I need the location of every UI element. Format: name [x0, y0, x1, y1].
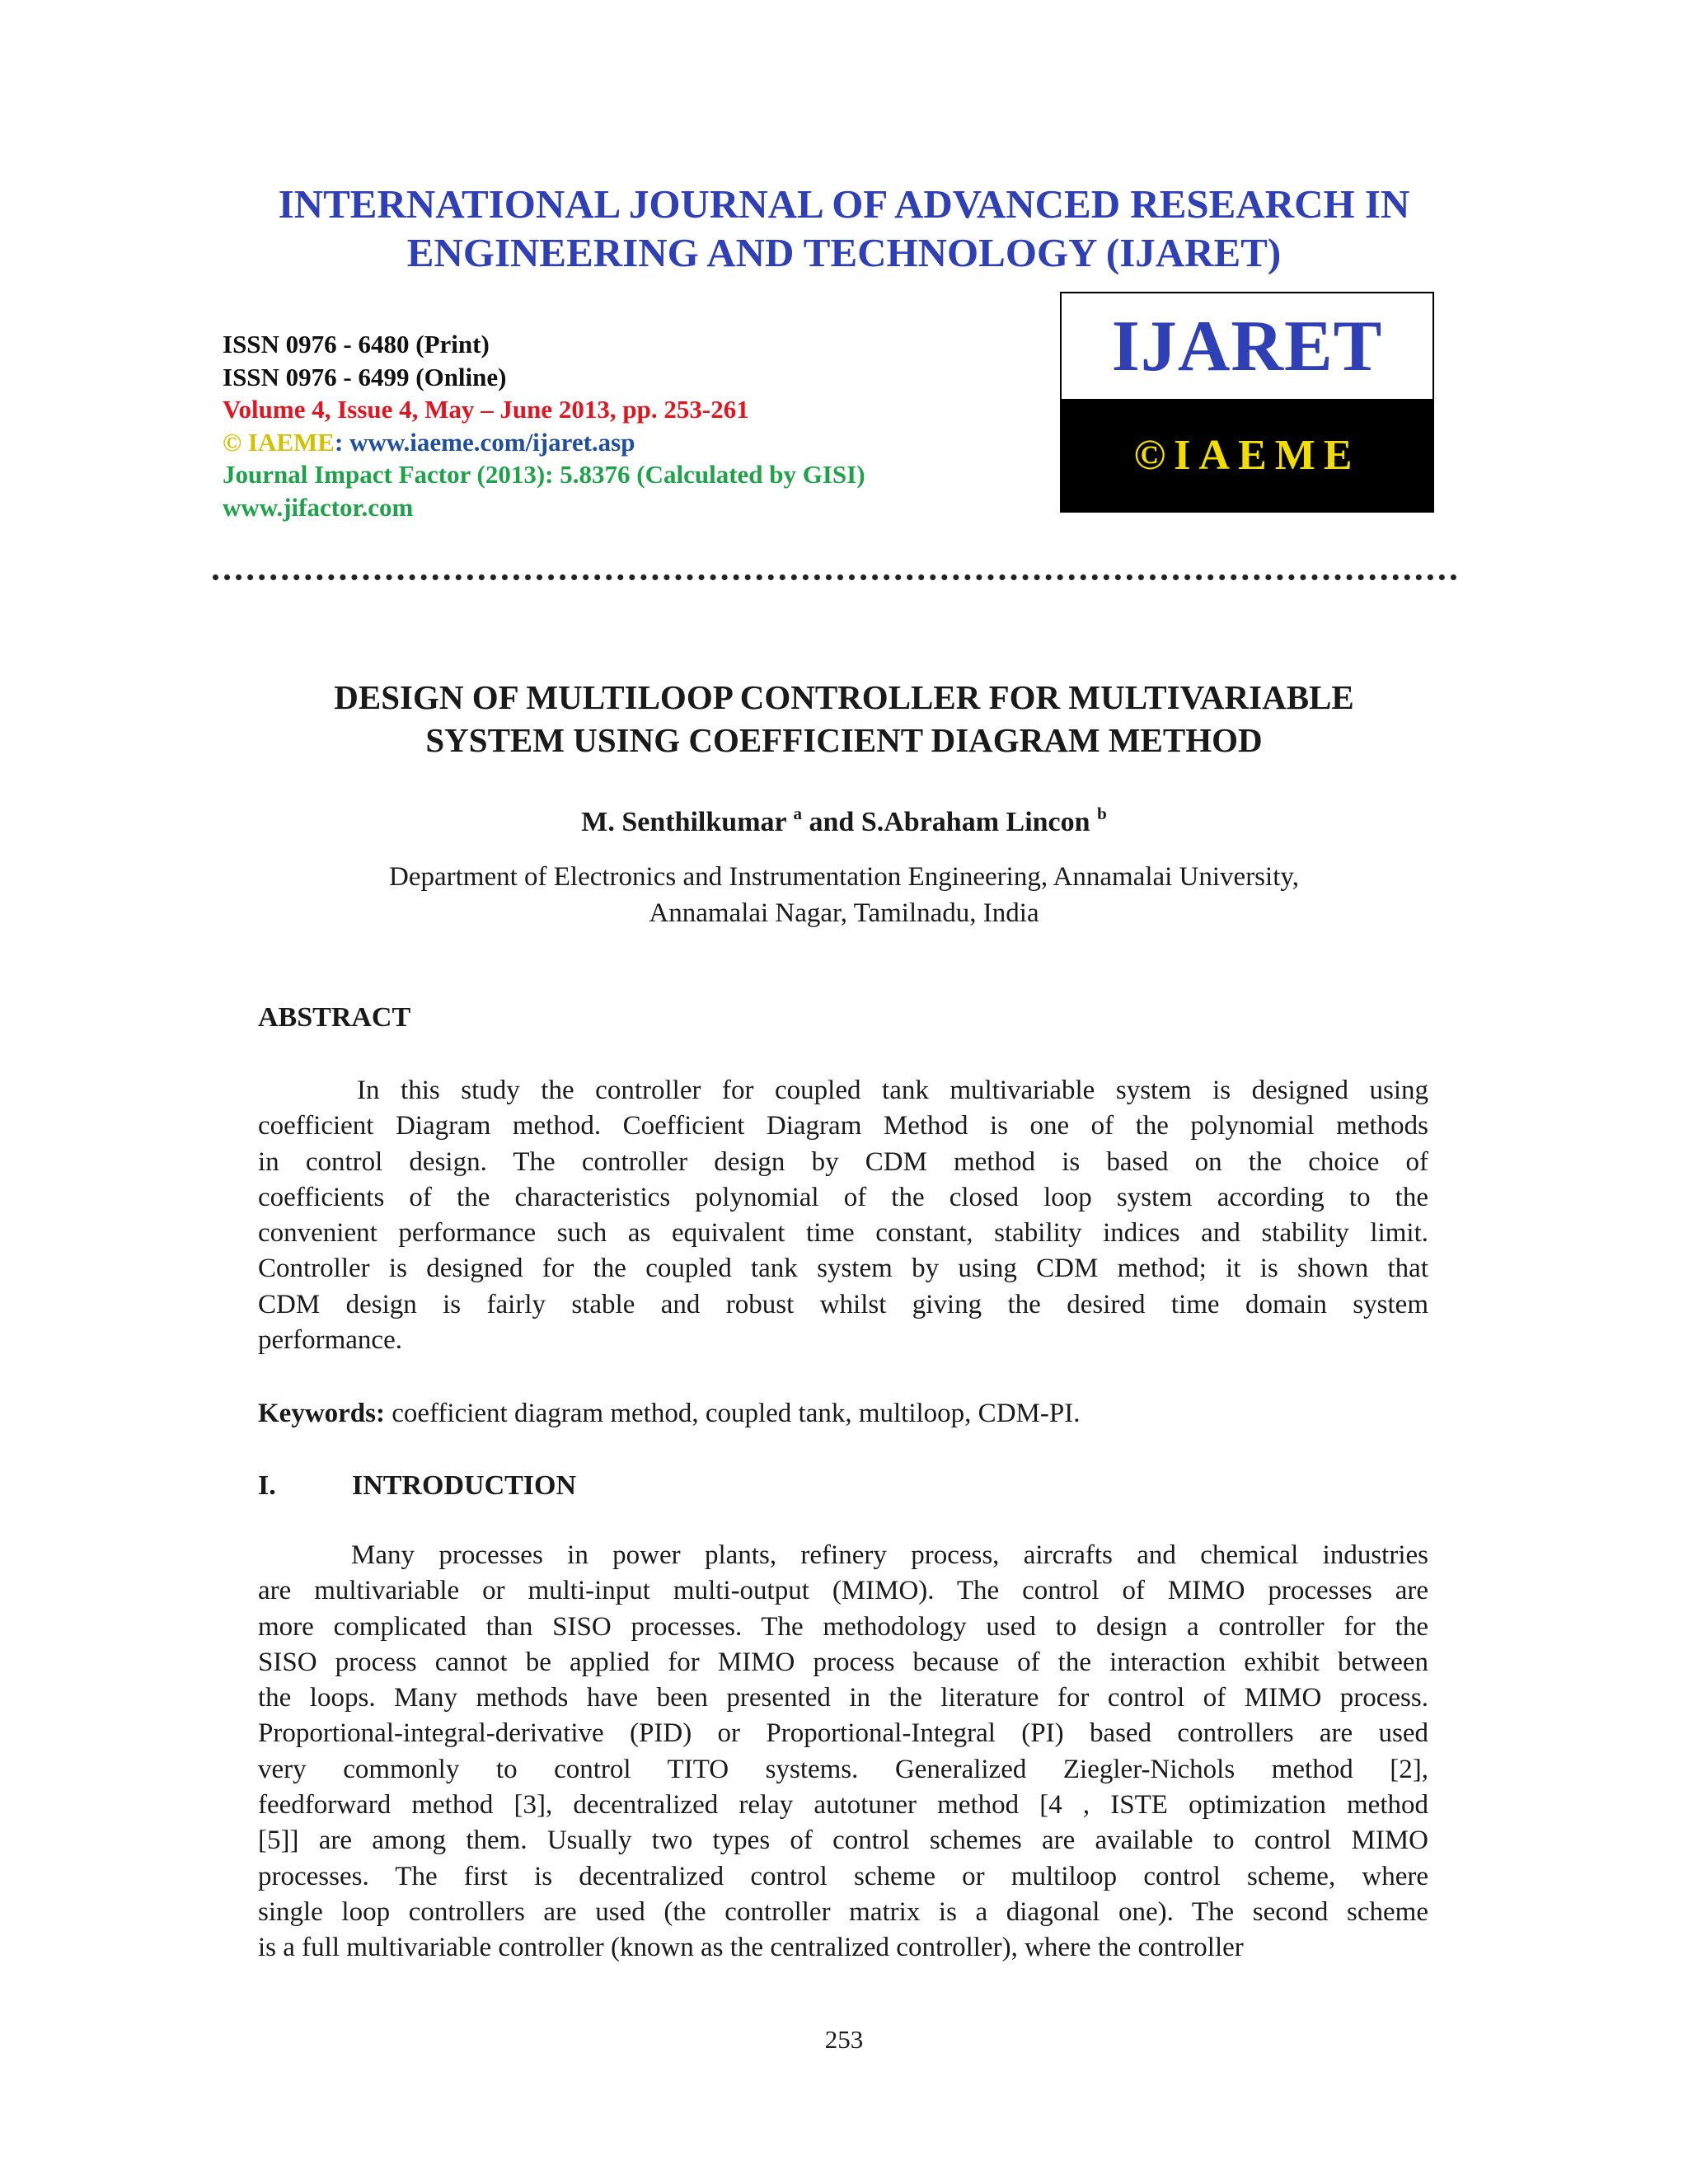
dotted-divider — [213, 574, 1457, 580]
publisher-url-link[interactable]: www.iaeme.com/ijaret.asp — [349, 427, 635, 457]
paragraph-line: coefficient Diagram method. Coefficient Diagram Method is one of the polynomial methods — [258, 1111, 1428, 1141]
paragraph-line: is a full multivariable controller (known as the centralized controller), where the controller — [258, 1933, 1244, 1963]
paragraph-line: Controller is designed for the coupled tank system by using CDM method; it is shown that — [258, 1254, 1428, 1284]
authors — [247, 804, 1441, 841]
author-2-mark: b — [1097, 804, 1107, 823]
keywords-label: Keywords: — [258, 1399, 385, 1428]
paragraph-line: SISO process cannot be applied for MIMO process because of the interaction exhibit between — [258, 1647, 1428, 1677]
section-number: I. — [258, 1470, 276, 1501]
affiliation — [247, 859, 1441, 931]
logo-journal-name: IJARET — [1111, 306, 1383, 387]
journal-metadata — [223, 328, 865, 523]
issn-print: ISSN 0976 - 6480 (Print) — [223, 330, 490, 359]
paragraph-line: [5]] are among them. Usually two types of control schemes are available to control MIMO — [258, 1825, 1428, 1856]
introduction-body — [258, 1538, 1428, 1966]
journal-title-line1: INTERNATIONAL JOURNAL OF ADVANCED RESEARCH IN — [278, 181, 1410, 227]
paragraph-line: the loops. Many methods have been presented in the literature for control of MIMO process. — [258, 1683, 1428, 1713]
keywords-text: coefficient diagram method, coupled tank, multiloop, CDM-PI. — [392, 1399, 1081, 1428]
affiliation-line2: Annamalai Nagar, Tamilnadu, India — [649, 898, 1039, 928]
impact-factor: Journal Impact Factor (2013): 5.8376 (Calculated by GISI) — [223, 460, 865, 489]
author-conjunction: and — [809, 807, 855, 837]
section-title: INTRODUCTION — [352, 1470, 577, 1501]
paragraph-line: coefficients of the characteristics polynomial of the closed loop system according to the — [258, 1182, 1428, 1212]
publisher-name: IAEME — [247, 427, 335, 457]
logo-publisher: ©IAEME — [1062, 399, 1432, 511]
paragraph-line: more complicated than SISO processes. The methodology used to design a controller for the — [258, 1611, 1428, 1642]
paragraph-line: feedforward method [3], decentralized relay autotuner method [4 , ISTE optimization method — [258, 1790, 1428, 1821]
paragraph-line: are multivariable or multi-input multi-output (MIMO). The control of MIMO processes are — [258, 1576, 1428, 1606]
paragraph-line: processes. The first is decentralized control scheme or multiloop control scheme, where — [258, 1861, 1428, 1891]
paragraph-line: Proportional-integral-derivative (PID) or Proportional-Integral (PI) based controllers are used — [258, 1718, 1428, 1749]
page-number: 253 — [824, 2025, 864, 2054]
volume-issue: Volume 4, Issue 4, May – June 2013, pp. 253-261 — [223, 395, 749, 424]
author-1: M. Senthilkumar — [581, 807, 786, 837]
publisher-line — [223, 426, 865, 459]
paragraph-line: convenient performance such as equivalent time constant, stability indices and stability limit. — [258, 1218, 1428, 1249]
keywords — [258, 1395, 1080, 1432]
paper-title — [247, 676, 1441, 762]
author-1-mark: a — [793, 804, 802, 823]
abstract-body — [258, 1073, 1428, 1358]
affiliation-line1: Department of Electronics and Instrumentation Engineering, Annamalai University, — [389, 862, 1299, 892]
abstract-heading: ABSTRACT — [258, 1002, 411, 1033]
paragraph-line: Many processes in power plants, refinery process, aircrafts and chemical industries — [351, 1540, 1428, 1570]
journal-title-line2: ENGINEERING AND TECHNOLOGY (IJARET) — [406, 230, 1282, 275]
jifactor-link[interactable]: www.jifactor.com — [223, 492, 414, 522]
issn-online: ISSN 0976 - 6499 (Online) — [223, 362, 507, 391]
paragraph-line: in control design. The controller design by CDM method is based on the choice of — [258, 1146, 1428, 1177]
paragraph-line: performance. — [258, 1325, 402, 1356]
paper-title-line2: SYSTEM USING COEFFICIENT DIAGRAM METHOD — [425, 721, 1263, 760]
publisher-colon: : — [335, 427, 344, 457]
paragraph-line: very commonly to control TITO systems. Generalized Ziegler-Nichols method [2], — [258, 1754, 1428, 1784]
introduction-heading — [258, 1468, 576, 1504]
journal-title — [198, 180, 1490, 277]
paragraph-line: CDM design is fairly stable and robust whilst giving the desired time domain system — [258, 1289, 1428, 1319]
copyright-symbol: © — [223, 427, 242, 457]
paragraph-line: single loop controllers are used (the controller matrix is a diagonal one). The second scheme — [258, 1896, 1428, 1927]
paragraph-line: In this study the controller for coupled tank multivariable system is designed using — [357, 1076, 1428, 1105]
ijaret-logo — [1060, 292, 1434, 513]
paper-title-line1: DESIGN OF MULTILOOP CONTROLLER FOR MULTIVARIABLE — [334, 678, 1354, 717]
author-2: S.Abraham Lincon — [860, 807, 1090, 837]
